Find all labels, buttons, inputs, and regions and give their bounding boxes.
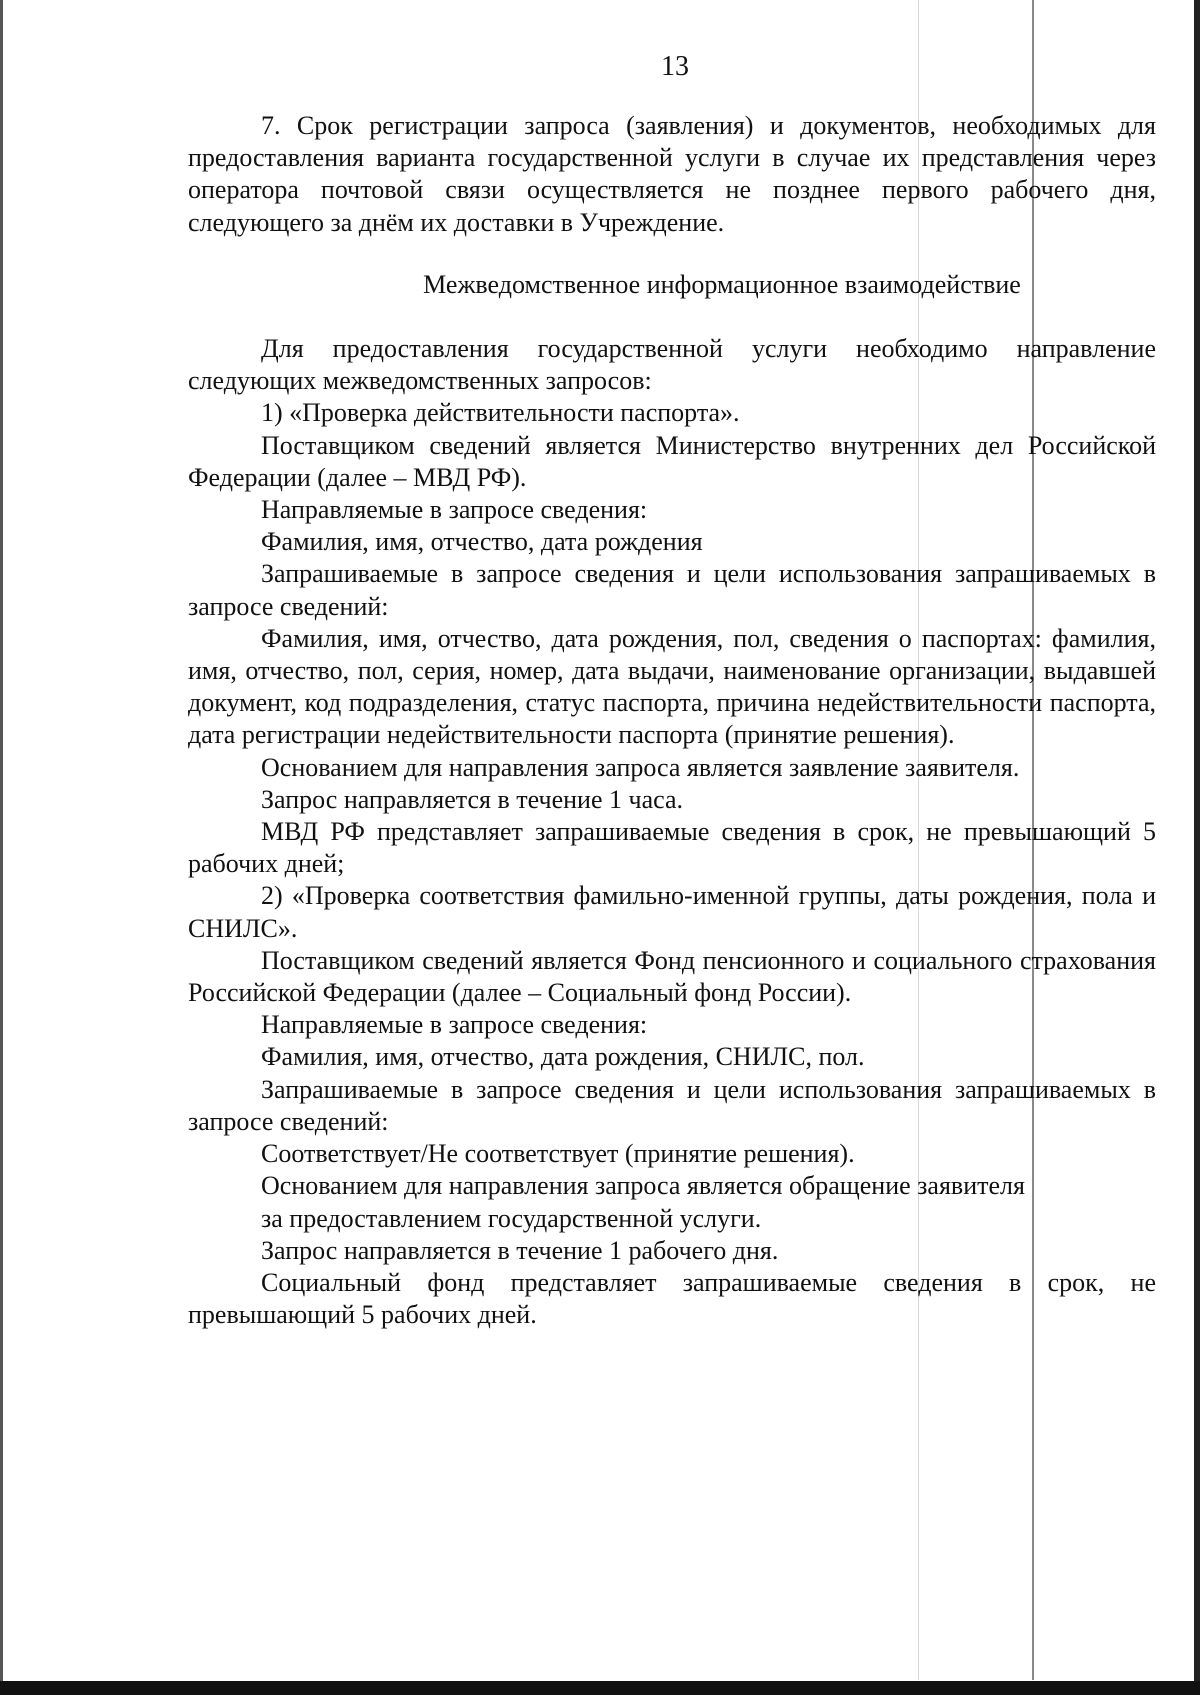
scan-right-edge	[1194, 0, 1200, 1695]
paragraph: Соответствует/Не соответствует (принятие решения).	[261, 1139, 855, 1169]
section-7-paragraph: 7. Срок регистрации запроса (заявления) и документов, необходимых для предоставления варианта государственной услуги в случае их представления через оператора почтовой связи осуществляется не позднее первого рабочего дня, следующего за днём их доставки в Учреждение.	[188, 111, 1156, 237]
paragraph: Направляемые в запросе сведения:	[261, 495, 648, 525]
paragraph: Основанием для направления запроса является обращение заявителя	[261, 1171, 1025, 1201]
paragraph: Фамилия, имя, отчество, дата рождения, СНИЛС, пол.	[261, 1042, 865, 1072]
page-number: 13	[661, 51, 689, 82]
paragraph: Запрашиваемые в запросе сведения и цели использования запрашиваемых в запросе сведений:	[188, 559, 1156, 621]
paragraph: Фамилия, имя, отчество, дата рождения, пол, сведения о паспортах: фамилия, имя, отчество, пол, серия, номер, дата выдачи, наименование организации, выдавшей документ, код подразделения, статус паспорта, причина недействительности паспорта, дата регистрации недействительности паспорта (принятие решения).	[188, 623, 1156, 750]
document-body	[188, 110, 1156, 1331]
section-heading: Межведомственное информационное взаимодействие	[423, 269, 1021, 299]
paragraph: Социальный фонд представляет запрашиваемые сведения в срок, не превышающий 5 рабочих дней.	[188, 1267, 1156, 1330]
paragraph: Основанием для направления запроса является заявление заявителя.	[261, 752, 1020, 782]
scan-bottom-edge	[0, 1681, 1200, 1695]
paragraph: Запрос направляется в течение 1 часа.	[261, 784, 684, 814]
paragraph: МВД РФ представляет запрашиваемые сведения в срок, не превышающий 5 рабочих дней;	[188, 817, 1156, 879]
paragraph: Для предоставления государственной услуги необходимо направление следующих межведомственных запросов:	[188, 334, 1156, 396]
scan-left-edge	[0, 0, 3, 1695]
paragraph: Запрашиваемые в запросе сведения и цели использования запрашиваемых в запросе сведений:	[188, 1074, 1156, 1136]
paragraph: Поставщиком сведений является Фонд пенсионного и социального страхования Российской Федерации (далее – Социальный фонд России).	[188, 945, 1156, 1008]
list-item-1-title: 1) «Проверка действительности паспорта».	[261, 398, 740, 428]
paragraph: за предоставлением государственной услуги.	[261, 1203, 762, 1233]
paragraph: Поставщиком сведений является Министерство внутренних дел Российской Федерации (далее – МВД РФ).	[188, 430, 1156, 492]
list-item-2-title: 2) «Проверка соответствия фамильно-именной группы, даты рождения, пола и СНИЛС».	[188, 881, 1156, 943]
paragraph: Запрос направляется в течение 1 рабочего дня.	[261, 1235, 779, 1265]
paragraph: Направляемые в запросе сведения:	[261, 1010, 648, 1040]
paragraph: Фамилия, имя, отчество, дата рождения	[261, 527, 703, 557]
